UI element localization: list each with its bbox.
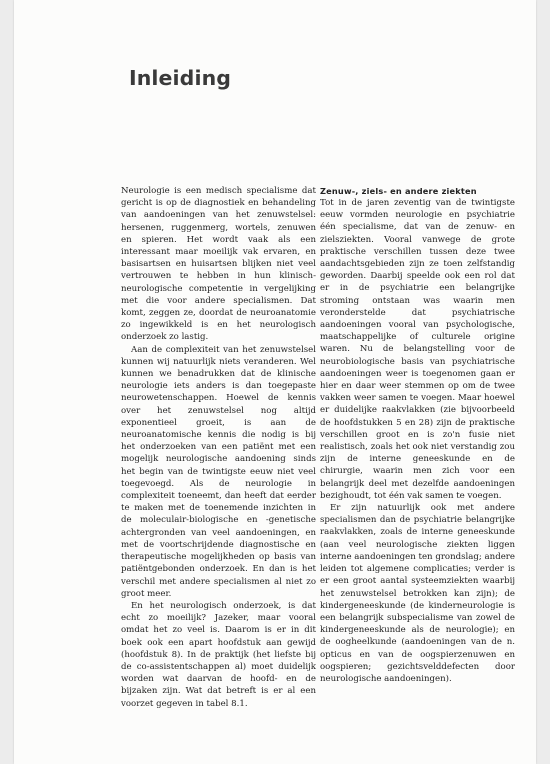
right-column	[320, 185, 515, 685]
paragraph: Aan de complexiteit van het zenuwstelsel kunnen wij natuurlijk niets veranderen. Wel kunnen we benadrukken dat de klinische neurologie iets anders is dan toegepaste neurowetenschappen. Hoewel de kennis over het zenuwstelsel nog altijd exponentieel groeit, is aan de neuroanatomische kennis die nodig is bij het onderzoeken van een patiënt met een mogelijk neurologische aandoening sinds het begin van de twintigste eeuw niet veel toegevoegd. Als de neurologie in complexiteit toeneemt, dan heeft dat eerder te maken met de toenemende inzichten in de moleculair-biologische en -genetische achtergronden van veel aandoeningen, en met de voortschrijdende diagnostische en therapeutische mogelijkheden op basis van patiëntgebonden onderzoek. En dan is het verschil met andere specialismen al niet zo groot meer.	[121, 344, 316, 599]
paragraph: Tot in de jaren zeventig van de twintigste eeuw vormden neurologie en psychiatrie één specialisme, dat van de zenuw- en zielsziekten. Vooral vanwege de grote praktische verschillen tussen deze twee aandachtsgebieden zijn ze toen zelfstandig geworden. Daarbij speelde ook een rol dat er in de psychiatrie een belangrijke stroming ontstaan was waarin men veronderstelde dat psychiatrische aandoeningen vooral van psychologische, maatschappelijke of culturele origine waren. Nu de belangstelling voor de neurobiologische basis van psychiatrische aandoeningen weer is toegenomen gaan er hier en daar weer stemmen op om de twee vakken weer samen te voegen. Maar hoewel er duidelijke raakvlakken (zie bijvoorbeeld de hoofdstukken 5 en 28) zijn de praktische verschillen groot en is zo'n fusie niet realistisch, zoals het ook niet verstandig zou zijn de interne geneeskunde en de chirurgie, waarin men zich voor een belangrijk deel met dezelfde aandoeningen bezighoudt, tot één vak samen te voegen.	[320, 198, 515, 501]
paragraph: En het neurologisch onderzoek, is dat echt zo moeilijk? Jazeker, maar vooral omdat het zo veel is. Daarom is er in dit boek ook een apart hoofdstuk aan gewijd (hoofdstuk 8). In de praktijk (het liefste bij de co-assistentschappen al) moet duidelijk worden wat daarvan de hoofd- en de bijzaken zijn. Wat dat betreft is er al een voorzet gegeven in tabel 8.1.	[121, 600, 316, 709]
paragraph: Neurologie is een medisch specialisme dat gericht is op de diagnostiek en behandeling van aandoeningen van het zenuwstelsel: hersenen, ruggenmerg, wortels, zenuwen en spieren. Het wordt vaak als een interessant maar moeilijk vak ervaren, en basisartsen en huisartsen blijken niet veel vertrouwen te hebben in hun klinisch-neurologische competentie in vergelijking met die voor andere specialismen. Dat komt, zeggen ze, doordat de neuroanatomie zo ingewikkeld is en het neurologisch onderzoek zo lastig.	[121, 186, 316, 343]
section-heading: Zenuw-, ziels- en andere ziekten	[320, 186, 477, 196]
page-title: Inleiding	[129, 66, 232, 90]
left-column	[121, 185, 316, 710]
paragraph: Er zijn natuurlijk ook met andere specialismen dan de psychiatrie belangrijke raakvlakken, zoals de interne geneeskunde (aan veel neurologische ziekten liggen interne aandoeningen ten grondslag; andere leiden tot algemene complicaties; verder is er een groot aantal systeemziekten waarbij het zenuwstelsel betrokken kan zijn); de kindergeneeskunde (de kinderneurologie is een belangrijk subspecialisme van zowel de kindergeneeskunde als de neurologie); en de oogheelkunde (aandoeningen van de n. opticus en van de oogspierzenuwen en oogspieren; gezichtsvelddefecten door neurologische aandoeningen).	[320, 503, 515, 684]
book-page	[14, 0, 536, 764]
